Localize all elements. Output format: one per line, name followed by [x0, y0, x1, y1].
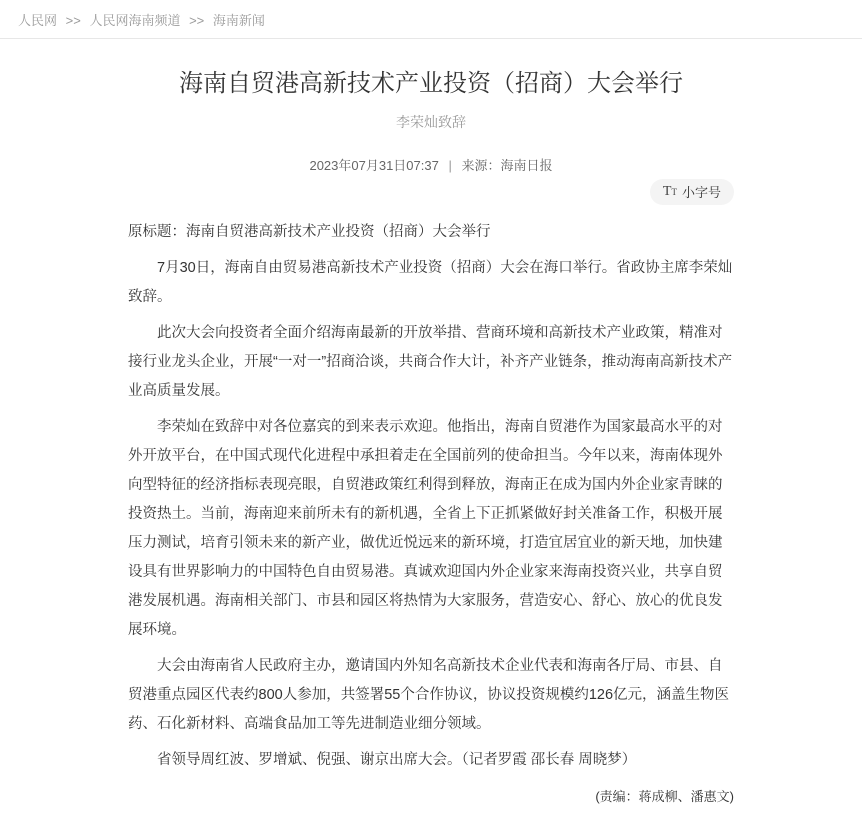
breadcrumb-link-section[interactable]: 海南新闻	[212, 13, 265, 28]
article-subtitle: 李荣灿致辞	[396, 114, 466, 131]
paragraph-1: 7月30日，海南自由贸易港高新技术产业投资（招商）大会在海口举行。省政协主席李荣灿致辞。	[128, 260, 733, 306]
meta-divider: |	[448, 158, 452, 174]
breadcrumb-separator: >>	[65, 13, 81, 28]
article-meta	[128, 155, 734, 174]
page-title: 海南自贸港高新技术产业投资（招商）大会举行	[179, 70, 683, 97]
breadcrumb-link-channel[interactable]: 人民网海南频道	[89, 13, 181, 28]
paragraph-3: 李荣灿在致辞中对各位嘉宾的到来表示欢迎。他指出，海南自贸港作为国家最高水平的对外开放平台，在中国式现代化进程中承担着走在全国前列的使命担当。今年以来，海南体现外向型特征的经济指标表现亮眼，自贸港政策红利得到释放，海南正在成为国内外企业家青睐的投资热土。当前，海南迎来前所未有的新机遇，全省上下正抓紧做好封关准备工作，积极开展压力测试，培育引领未来的新产业，做优近悦远来的新环境，打造宜居宜业的新天地，加快建设具有世界影响力的中国特色自由贸易港。真诚欢迎国内外企业家来海南投资兴业，共享自贸港发展机遇。海南相关部门、市县和园区将热情为大家服务，营造安心、舒心、放心的优良发展环境。	[128, 419, 723, 639]
paragraph-5: 省领导周红波、罗增斌、倪强、谢京出席大会。（记者罗霞 邵长春 周晓梦）	[157, 752, 637, 769]
publish-date: 2023年07月31日07:37	[309, 158, 439, 174]
article-toolbar	[128, 179, 734, 205]
paragraph-4: 大会由海南省人民政府主办，邀请国内外知名高新技术企业代表和海南各厅局、市县、自贸港重点园区代表约800人参加，共签署55个合作协议，协议投资规模约126亿元，涵盖生物医药、石化新材料、高端食品加工等先进制造业细分领域。	[128, 658, 730, 733]
breadcrumb	[0, 0, 862, 39]
article-container	[128, 68, 734, 811]
font-size-button-label: 小字号	[681, 185, 721, 201]
source-name: 海南日报	[500, 158, 553, 174]
original-title-line: 原标题：海南自贸港高新技术产业投资（招商）大会举行	[128, 224, 491, 241]
breadcrumb-link-home[interactable]: 人民网	[18, 13, 58, 28]
font-size-icon: TT	[662, 184, 677, 200]
editor-note: (责编：蒋成柳、潘惠文)	[595, 789, 734, 805]
paragraph-2: 此次大会向投资者全面介绍海南最新的开放举措、营商环境和高新技术产业政策，精准对接行业龙头企业，开展“一对一”招商洽谈，共商合作大计，补齐产业链条，推动海南高新技术产业高质量发展。	[128, 325, 733, 400]
source-label: 来源：	[461, 158, 501, 174]
font-size-button[interactable]	[650, 179, 734, 205]
article-body	[128, 218, 734, 811]
breadcrumb-separator: >>	[189, 13, 205, 28]
